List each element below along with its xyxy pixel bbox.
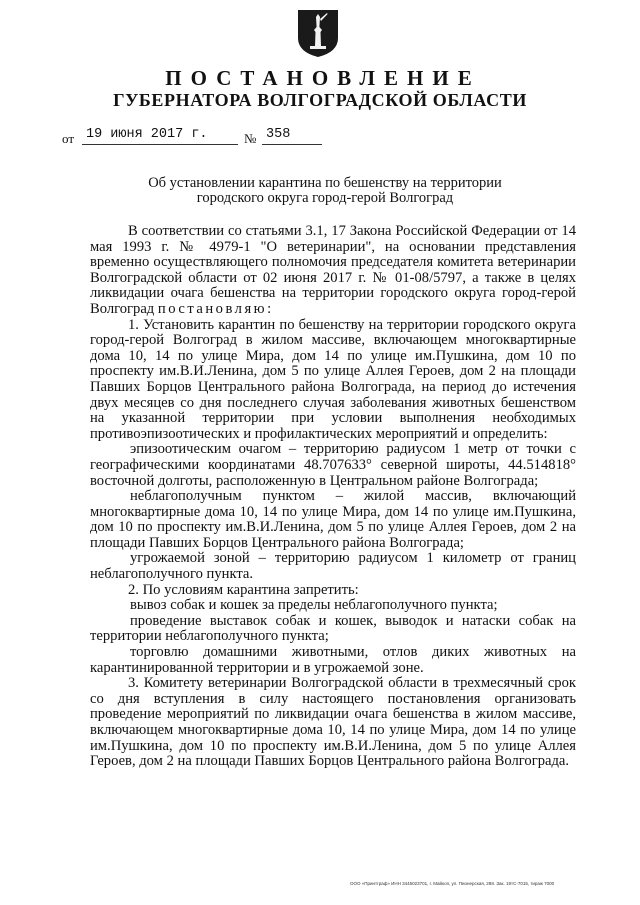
clause-3: 3. Комитету ветеринарии Волгоградской области в трехмесячный срок со дня вступления в силу настоящего постановления организовать проведение мероприятий по ликвидации очага бешенства в жилом массиве, включающем многоквартирные дома 10, 14 по улице Мира, дом 14 по улице им.Пушкина, дом 10 по проспекту им.В.И.Ленина, дом 5 по улице Аллея Героев, дом 2 на площади Павших Борцов Центрального района Волгограда.: [90, 675, 576, 770]
print-footer: ООО «Принтграф» ИНН 3445023701, г. Майкоп, ул. Пионерская, 288. Зак. 19тС-7015, тираж 7000: [350, 881, 555, 886]
document-body: [90, 224, 576, 770]
clause-1-focus: эпизоотическим очагом – территорию радиусом 1 метр от точки с географическими координатами 48.707633° северной широты, 44.514818° восточной долготы, расположенную в Центральном районе Волгограда;: [90, 441, 576, 489]
number-value: 358: [262, 127, 322, 145]
document-title: ПОСТАНОВЛЕНИЕ: [165, 66, 481, 90]
clause-1: 1. Установить карантин по бешенству на территории городского округа город-герой Волгоград в жилом массиве, включающем многоквартирные дома 10, 14 по улице Мира, дом 14 по улице им.Пушкина, дом 10 по проспекту им.В.И.Ленина, дом 5 по улице Аллея Героев, дом 2 на площади Павших Борцов Центрального района Волгограда, на период до истечения двух месяцев со дня последнего случая заболевания животных бешенством на указанной территории при условии выполнения необходимых противоэпизоотических и профилактических мероприятий и определить:: [90, 316, 576, 442]
coat-of-arms-icon: [296, 8, 340, 58]
subject-line-1: Об установлении карантина по бешенству на территории: [148, 175, 502, 191]
clause-2-item-2: проведение выставок собак и кошек, выводок и натаски собак на территории неблагополучного пункта;: [90, 612, 576, 645]
clause-2: 2. По условиям карантина запретить:: [128, 581, 359, 598]
date-number-line: [62, 127, 362, 147]
clause-2-item-3: торговлю домашними животными, отлов диких животных на карантинированной территории и в угрожаемой зоне.: [90, 644, 576, 676]
clause-2-item-1: вывоз собак и кошек за пределы неблагополучного пункта;: [130, 597, 498, 614]
decree-word: постановляю:: [157, 300, 274, 317]
date-value: 19 июня 2017 г.: [82, 127, 238, 145]
clause-1-zone: угрожаемой зоной – территорию радиусом 1 километр от границ неблагополучного пункта.: [90, 550, 576, 583]
preamble-text: В соответствии со статьями 3.1, 17 Закона Российской Федерации от 14 мая 1993 г. № 4979-1 "О ветеринарии", на основании представления временно осуществляющего полномочия председателя комитета ветеринарии Волгоградской области от 02 июня 2017 г. № 01-08/5797, а также в целях ликвидации очага бешенства на территории городского округа город-герой Волгоград: [90, 223, 576, 317]
document-subtitle: ГУБЕРНАТОРА ВОЛГОГРАДСКОЙ ОБЛАСТИ: [113, 90, 527, 110]
preamble-paragraph: [90, 224, 576, 318]
date-label: от: [62, 131, 75, 146]
number-label: №: [244, 131, 257, 146]
document-subject: [120, 176, 530, 206]
clause-1-point: неблагополучным пунктом – жилой массив, включающий многоквартирные дома 10, 14 по улице Мира, дом 14 по улице им.Пушкина, дом 10 по проспекту им.В.И.Ленина, дом 5 по улице Аллея Героев, дом 2 на площади Павших Борцов Центрального района Волгограда;: [90, 488, 576, 551]
subject-line-2: городского округа город-герой Волгоград: [196, 190, 454, 206]
